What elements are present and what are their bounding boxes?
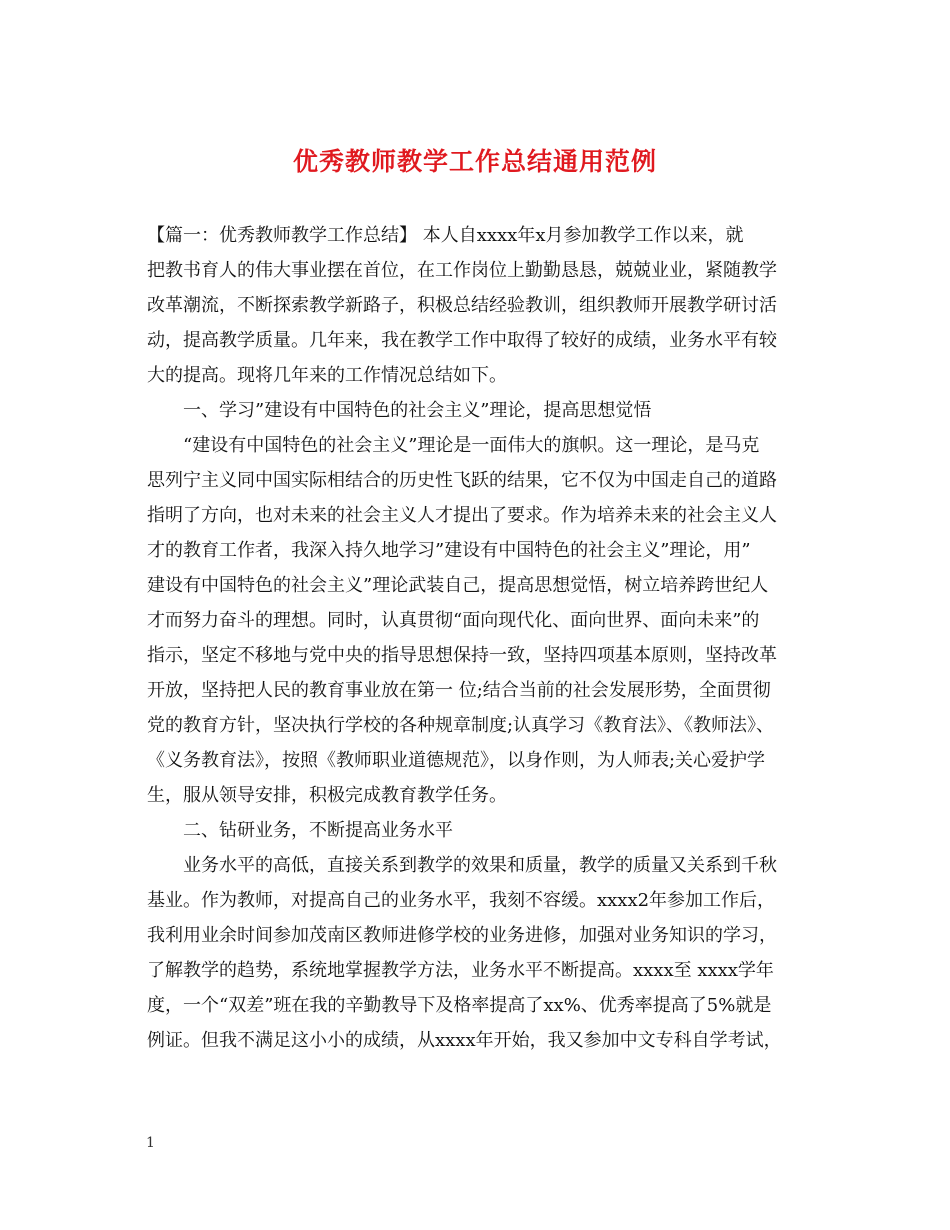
text-line: 开放，坚持把人民的教育事业放在第一 位;结合当前的社会发展形势，全面贯彻 [147,680,771,701]
text-line: 了解教学的趋势，系统地掌握教学方法，业务水平不断提高。xxxx至 xxxx学年 [147,960,774,981]
document-body [147,218,827,1058]
text-line: 我利用业余时间参加茂南区教师进修学校的业务进修，加强对业务知识的学习， [147,925,777,946]
text-line: 才的教育工作者，我深入持久地学习”建设有中国特色的社会主义”理论，用” [147,540,751,561]
text-line: 例证。但我不满足这小小的成绩，从xxxx年开始，我又参加中文专科自学考试， [147,1030,782,1051]
text-line: “建设有中国特色的社会主义”理论是一面伟大的旗帜。这一理论，是马克 [183,435,760,456]
document-title: 优秀教师教学工作总结通用范例 [292,147,657,176]
page-number: 1 [146,1135,155,1151]
text-line: 大的提高。现将几年来的工作情况总结如下。 [147,365,507,386]
text-line: 改革潮流，不断探索教学新路子，积极总结经验教训，组织教师开展教学研讨活 [147,295,777,316]
section-heading: 一、学习”建设有中国特色的社会主义”理论，提高思想觉悟 [183,400,652,421]
text-line: 业务水平的高低，直接关系到教学的效果和质量，教学的质量又关系到千秋 [183,855,777,876]
text-line: 【篇一：优秀教师教学工作总结】 本人自xxxx年x月参加教学工作以来，就 [147,225,744,246]
text-line: 指明了方向，也对未来的社会主义人才提出了要求。作为培养未来的社会主义人 [147,505,777,526]
text-line: 党的教育方针，坚决执行学校的各种规章制度;认真学习《教育法》、《教师法》、 [147,715,775,736]
text-line: 把教书育人的伟大事业摆在首位，在工作岗位上勤勤恳恳，兢兢业业，紧随教学 [147,260,777,281]
text-line: 度，一个“双差”班在我的辛勤教导下及格率提高了xx%、优秀率提高了5%就是 [147,995,772,1016]
text-line: 思列宁主义同中国实际相结合的历史性飞跃的结果，它不仅为中国走自己的道路 [147,470,777,491]
section-heading: 二、钻研业务，不断提高业务水平 [183,820,453,841]
text-line: 生，服从领导安排，积极完成教育教学任务。 [147,785,507,806]
text-line: 《义务教育法》，按照《教师职业道德规范》，以身作则，为人师表;关心爱护学 [147,750,766,771]
text-line: 才而努力奋斗的理想。同时，认真贯彻“面向现代化、面向世界、面向未来”的 [147,610,760,631]
text-line: 基业。作为教师，对提高自己的业务水平，我刻不容缓。xxxx2年参加工作后， [147,890,776,911]
text-line: 动，提高教学质量。几年来，我在教学工作中取得了较好的成绩，业务水平有较 [147,330,777,351]
text-line: 指示，坚定不移地与党中央的指导思想保持一致，坚持四项基本原则，坚持改革 [147,645,777,666]
text-line: 建设有中国特色的社会主义”理论武装自己，提高思想觉悟，树立培养跨世纪人 [147,575,769,596]
